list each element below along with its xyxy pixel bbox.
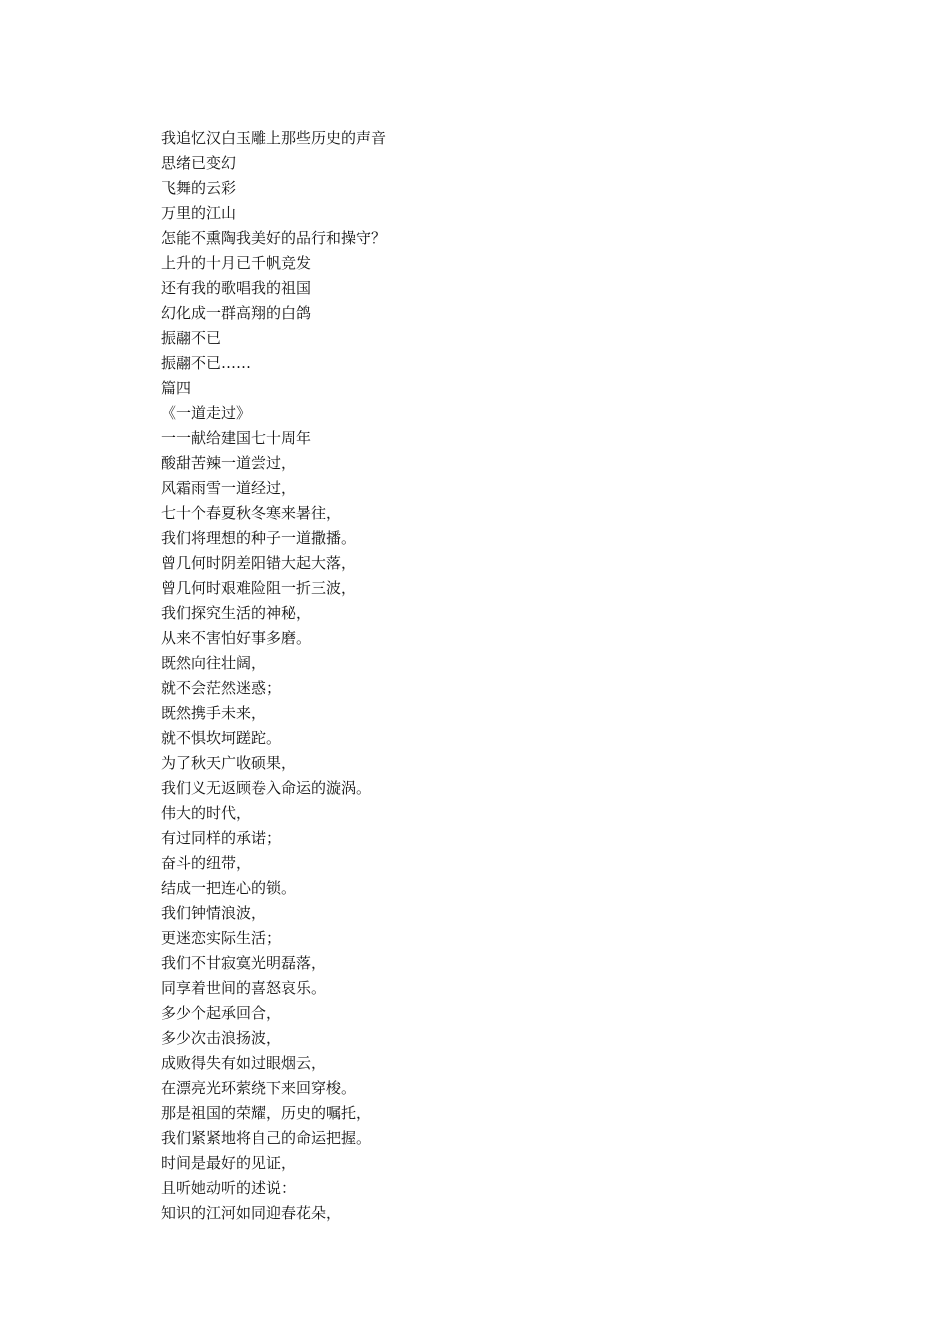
text-line: 曾几何时阴差阳错大起大落， bbox=[161, 554, 357, 572]
text-line: 奋斗的纽带， bbox=[161, 854, 252, 872]
text-line: 更迷恋实际生活； bbox=[161, 929, 282, 947]
text-line: 我追忆汉白玉雕上那些历史的声音 bbox=[161, 129, 387, 147]
text-line: 既然向往壮阔， bbox=[161, 654, 267, 672]
text-line: 思绪已变幻 bbox=[161, 154, 237, 172]
text-line: 伟大的时代， bbox=[161, 804, 252, 822]
text-line: 就不惧坎坷蹉跎。 bbox=[161, 729, 282, 747]
text-line: 知识的江河如同迎春花朵， bbox=[161, 1204, 342, 1222]
poem-title: 《一道走过》 bbox=[161, 404, 252, 422]
text-line: 既然携手未来， bbox=[161, 704, 267, 722]
text-line: 为了秋天广收硕果， bbox=[161, 754, 297, 772]
text-line: 还有我的歌唱我的祖国 bbox=[161, 279, 312, 297]
text-line: 我们紧紧地将自己的命运把握。 bbox=[161, 1129, 372, 1147]
text-line: 振翮不已 bbox=[161, 329, 222, 347]
text-line: 同享着世间的喜怒哀乐。 bbox=[161, 979, 327, 997]
text-line: 怎能不熏陶我美好的品行和操守？ bbox=[161, 229, 387, 247]
text-line: 酸甜苦辣一道尝过， bbox=[161, 454, 297, 472]
text-line: 我们义无返顾卷入命运的漩涡。 bbox=[161, 779, 372, 797]
text-line: 我们探究生活的神秘， bbox=[161, 604, 312, 622]
text-line: 曾几何时艰难险阻一折三波， bbox=[161, 579, 357, 597]
text-line: 从来不害怕好事多磨。 bbox=[161, 629, 312, 647]
text-line: 七十个春夏秋冬寒来暑往， bbox=[161, 504, 342, 522]
text-line: 风霜雨雪一道经过， bbox=[161, 479, 297, 497]
text-line: 成败得失有如过眼烟云， bbox=[161, 1054, 327, 1072]
text-line: 在漂亮光环萦绕下来回穿梭。 bbox=[161, 1079, 357, 1097]
text-line: 我们钟情浪波， bbox=[161, 904, 267, 922]
text-line: 幻化成一群高翔的白鸽 bbox=[161, 304, 312, 322]
text-line: 飞舞的云彩 bbox=[161, 179, 237, 197]
text-line: 时间是最好的见证， bbox=[161, 1154, 297, 1172]
poem-dedication: 一一献给建国七十周年 bbox=[161, 429, 312, 447]
text-line: 就不会茫然迷惑； bbox=[161, 679, 282, 697]
section-heading: 篇四 bbox=[161, 379, 192, 397]
text-line: 多少次击浪扬波， bbox=[161, 1029, 282, 1047]
poem-text bbox=[161, 126, 861, 1226]
text-line: 那是祖国的荣耀，历史的嘱托， bbox=[161, 1104, 372, 1122]
text-line: 我们将理想的种子一道撒播。 bbox=[161, 529, 357, 547]
text-line: 我们不甘寂寞光明磊落， bbox=[161, 954, 327, 972]
text-line: 万里的江山 bbox=[161, 204, 237, 222]
text-line: 上升的十月已千帆竞发 bbox=[161, 254, 312, 272]
text-line: 且听她动听的述说： bbox=[161, 1179, 297, 1197]
text-line: 有过同样的承诺； bbox=[161, 829, 282, 847]
text-line: 振翮不已…… bbox=[161, 354, 252, 372]
text-line: 结成一把连心的锁。 bbox=[161, 879, 297, 897]
text-line: 多少个起承回合， bbox=[161, 1004, 282, 1022]
